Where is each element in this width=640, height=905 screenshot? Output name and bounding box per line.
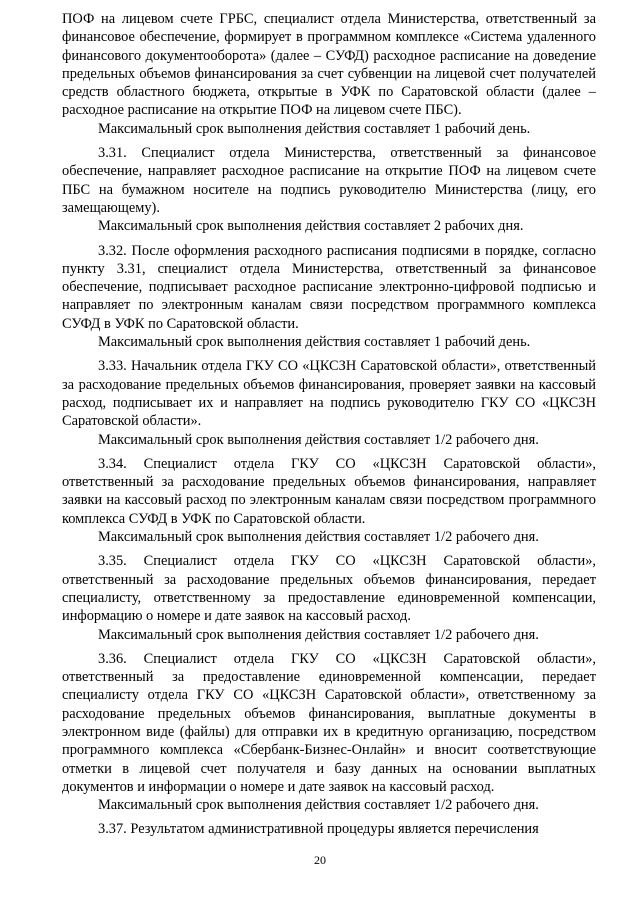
paragraph-3-33: 3.33. Начальник отдела ГКУ СО «ЦКСЗН Саратовской области», ответственный за расходование предельных объемов финансирования, проверяет заявки на кассовый расход, подписывает их и направляет на подпись руководителю ГКУ СО «ЦКСЗН Саратовской области». [62, 358, 596, 430]
deadline-half-day-3-33: Максимальный срок выполнения действия составляет 1/2 рабочего дня. [98, 431, 539, 448]
document-body [62, 10, 596, 839]
paragraph-3-36: 3.36. Специалист отдела ГКУ СО «ЦКСЗН Саратовской области», ответственный за предоставление единовременной компенсации, передает специалисту отдела ГКУ СО «ЦКСЗН Саратовской области», ответственному за расходование предельных объемов финансирования, выплатные документы в электронном виде (файлы) для отправки их в кредитную организацию, посредством программного комплекса «Сбербанк-Бизнес-Онлайн» и вносит соответствующие отметки в лицевой счет получателя и базу данных на основании выплатных документов и информации о номере и дате заявок на кассовый расход. [62, 650, 596, 795]
paragraph-3-35: 3.35. Специалист отдела ГКУ СО «ЦКСЗН Саратовской области», ответственный за расходование предельных объемов финансирования, передает специалисту, ответственному за предоставление единовременной компенсации, информацию о номере и дате заявок на кассовый расход. [62, 553, 596, 625]
deadline-1-day-3-32: Максимальный срок выполнения действия составляет 1 рабочий день. [98, 334, 531, 351]
paragraph-pof-continuation: ПОФ на лицевом счете ГРБС, специалист отдела Министерства, ответственный за финансовое обеспечение, формирует в программном комплексе «Система удаленного финансового документооборота» (далее – СУФД) расходное расписание на доведение предельных объемов финансирования за счет субвенции на лицевой счет получателей средств областного бюджета, открытые в УФК по Саратовской области (далее – расходное расписание на открытие ПОФ на лицевом счете ПБС). [62, 11, 596, 119]
paragraph-3-32: 3.32. После оформления расходного расписания подписями в порядке, согласно пункту 3.31, специалист отдела Министерства, ответственный за финансовое обеспечение, подписывает расходное расписание электронно-цифровой подписью и направляет по электронным каналам связи посредством программного комплекса СУФД в УФК по Саратовской области. [62, 242, 596, 332]
deadline-half-day-3-36: Максимальный срок выполнения действия составляет 1/2 рабочего дня. [98, 797, 539, 814]
deadline-half-day-3-34: Максимальный срок выполнения действия составляет 1/2 рабочего дня. [98, 529, 539, 546]
deadline-2-days: Максимальный срок выполнения действия составляет 2 рабочих дня. [98, 218, 524, 235]
deadline-1-day: Максимальный срок выполнения действия составляет 1 рабочий день. [98, 120, 531, 137]
paragraph-3-34: 3.34. Специалист отдела ГКУ СО «ЦКСЗН Саратовской области», ответственный за расходование предельных объемов финансирования, направляет заявки на кассовый расход по электронным каналам связи посредством программного комплекса СУФД в УФК по Саратовской области. [62, 455, 596, 527]
deadline-half-day-3-35: Максимальный срок выполнения действия составляет 1/2 рабочего дня. [98, 626, 539, 643]
page-number: 20 [314, 853, 326, 867]
paragraph-3-31: 3.31. Специалист отдела Министерства, ответственный за финансовое обеспечение, направляет расходное расписание на открытие ПОФ на лицевом счете ПБС на бумажном носителе на подпись руководителю Министерства (лицу, его замещающему). [62, 145, 596, 216]
paragraph-3-37: 3.37. Результатом административной процедуры является перечисления [98, 821, 539, 838]
